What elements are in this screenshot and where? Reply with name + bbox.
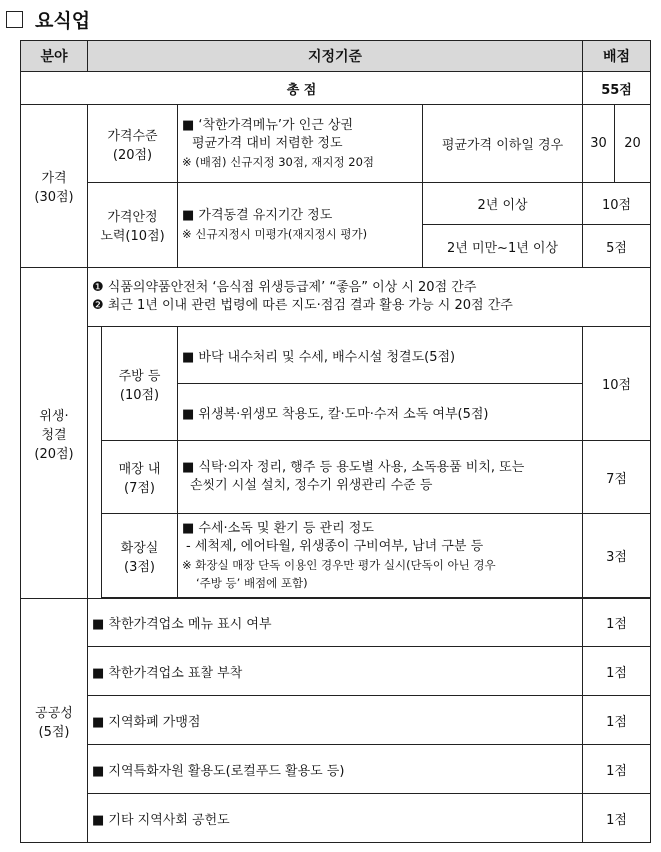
price-area: 가격 (30점) xyxy=(21,105,88,268)
price-stability-score1: 10점 xyxy=(583,183,651,225)
public-score: 1점 xyxy=(583,599,651,647)
price-stability-score2: 5점 xyxy=(583,225,651,268)
kitchen-label: 주방 등 (10점) xyxy=(102,327,178,441)
price-level-label: 가격수준 (20점) xyxy=(88,105,178,183)
public-item: ■ 기타 지역사회 공헌도 xyxy=(88,794,583,843)
checkbox-square-icon xyxy=(6,11,23,28)
public-item: ■ 지역특화자원 활용도(로컬푸드 활용도 등) xyxy=(88,745,583,794)
hygiene-indent xyxy=(88,327,102,599)
header-score: 배점 xyxy=(583,41,651,72)
public-score: 1점 xyxy=(583,647,651,696)
header-area: 분야 xyxy=(21,41,88,72)
section-title xyxy=(6,6,90,33)
header-criteria: 지정기준 xyxy=(88,41,583,72)
store-items: ■ 식탁·의자 정리, 행주 등 용도별 사용, 소독용품 비치, 또는 손씻기 시설 설치, 정수기 위생관리 수준 등 xyxy=(178,441,583,514)
price-level-condition: 평균가격 이하일 경우 xyxy=(423,105,583,183)
price-level-criteria: ■ ‘착한가격메뉴’가 인근 상권 평균가격 대비 저렴한 정도 ※ (배점) 신규지정 30점, 재지정 20점 xyxy=(178,105,423,183)
public-score: 1점 xyxy=(583,745,651,794)
store-score: 7점 xyxy=(583,441,651,514)
kitchen-score: 10점 xyxy=(583,327,651,441)
public-score: 1점 xyxy=(583,696,651,745)
total-score: 55점 xyxy=(583,72,651,105)
store-label: 매장 내 (7점) xyxy=(102,441,178,514)
restroom-items: ■ 수세·소독 및 환기 등 관리 정도 - 세척제, 에어타월, 위생종이 구비여부, 남녀 구분 등 ※ 화장실 매장 단독 이용인 경우만 평가 실시(단독이 아닌 경우 ‘주방 등’ 배점에 포함) xyxy=(178,514,583,598)
hygiene-rules: ❶ 식품의약품안전처 ‘음식점 위생등급제’ “좋음” 이상 시 20점 간주 ❷ 최근 1년 이내 관련 법령에 따른 지도·점검 결과 활용 가능 시 20점 간주 xyxy=(88,268,651,327)
public-item: ■ 착한가격업소 표찰 부착 xyxy=(88,647,583,696)
price-level-score-new: 30 xyxy=(583,105,615,183)
public-item: ■ 지역화폐 가맹점 xyxy=(88,696,583,745)
price-stability-cond2: 2년 미만~1년 이상 xyxy=(423,225,583,268)
public-item: ■ 착한가격업소 메뉴 표시 여부 xyxy=(88,599,583,647)
kitchen-item2: ■ 위생복·위생모 착용도, 칼·도마·수저 소독 여부(5점) xyxy=(178,384,583,441)
total-label: 총 점 xyxy=(21,72,583,105)
kitchen-item1: ■ 바닥 내수처리 및 수세, 배수시설 청결도(5점) xyxy=(178,327,583,384)
price-stability-criteria: ■ 가격동결 유지기간 정도 ※ 신규지정시 미평가(재지정시 평가) xyxy=(178,183,423,268)
price-stability-cond1: 2년 이상 xyxy=(423,183,583,225)
price-stability-label: 가격안정 노력(10점) xyxy=(88,183,178,268)
section-title-text: 요식업 xyxy=(35,10,91,32)
price-level-score-re: 20 xyxy=(615,105,651,183)
hygiene-area: 위생· 청결 (20점) xyxy=(21,268,88,599)
restroom-label: 화장실 (3점) xyxy=(102,514,178,598)
criteria-table xyxy=(20,40,651,843)
public-area: 공공성 (5점) xyxy=(21,599,88,843)
public-score: 1점 xyxy=(583,794,651,843)
restroom-score: 3점 xyxy=(583,514,651,598)
